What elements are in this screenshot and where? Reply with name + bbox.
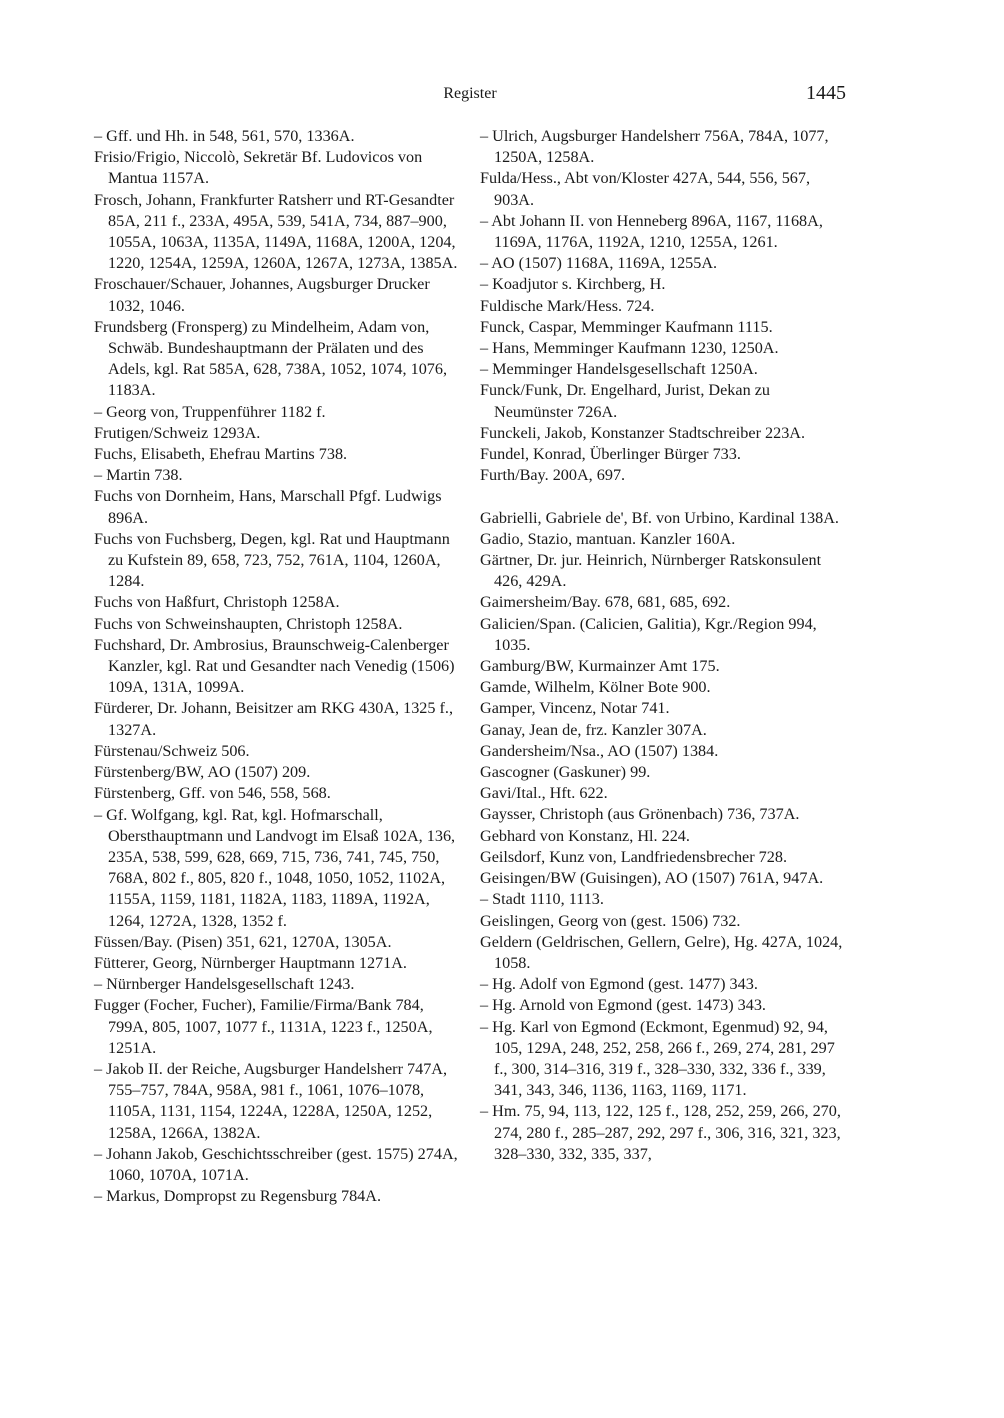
index-entry: – Stadt 1110, 1113. bbox=[480, 890, 604, 909]
index-entry: Funckeli, Jakob, Konstanzer Stadtschreiber 223A. bbox=[480, 423, 806, 442]
index-entry: Froschauer/Schauer, Johannes, Augsburger Drucker 1032, 1046. bbox=[94, 275, 430, 315]
index-entry: Geilsdorf, Kunz von, Landfriedensbrecher 728. bbox=[480, 847, 788, 866]
index-entry: Fuchs, Elisabeth, Ehefrau Martins 738. bbox=[94, 445, 348, 464]
index-entry: Furth/Bay. 200A, 697. bbox=[480, 466, 626, 485]
index-entry: Frosch, Johann, Frankfurter Ratsherr und RT-Gesandter 85A, 211 f., 233A, 495A, 539, 541A, 734, 887–900, 1055A, 1063A, 1135A, 1149A, 1168A, 1200A, 1204, 1220, 1254A, 1259A, 1260A, 1267A, 1273A, 1385A. bbox=[94, 190, 458, 273]
index-entry: – Martin 738. bbox=[94, 466, 183, 485]
index-entry: Fundel, Konrad, Überlinger Bürger 733. bbox=[480, 445, 741, 464]
index-entry: Fulda/Hess., Abt von/Kloster 427A, 544, 556, 567, 903A. bbox=[480, 169, 811, 209]
index-entry: Geldern (Geldrischen, Gellern, Gelre), Hg. 427A, 1024, 1058. bbox=[480, 932, 843, 972]
index-entry: Frutigen/Schweiz 1293A. bbox=[94, 423, 261, 442]
index-entry: Fuchs von Dornheim, Hans, Marschall Pfgf. Ludwigs 896A. bbox=[94, 487, 442, 527]
index-entry: Fuchshard, Dr. Ambrosius, Braunschweig-Calenberger Kanzler, kgl. Rat und Gesandter nach Venedig (1506) 109A, 131A, 1099A. bbox=[94, 635, 455, 697]
index-entry: – Hg. Adolf von Egmond (gest. 1477) 343. bbox=[480, 975, 758, 994]
index-entry: – Abt Johann II. von Henneberg 896A, 1167, 1168A, 1169A, 1176A, 1192A, 1210, 1255A, 1261. bbox=[480, 211, 823, 252]
index-entry: – Ulrich, Augsburger Handelsherr 756A, 784A, 1077, 1250A, 1258A. bbox=[480, 127, 829, 167]
page-number: 1445 bbox=[806, 82, 846, 104]
index-entry: Gavi/Ital., Hft. 622. bbox=[480, 784, 608, 803]
index-entry: Fuchs von Haßfurt, Christoph 1258A. bbox=[94, 593, 340, 612]
index-entry: Galicien/Span. (Calicien, Galitia), Kgr./Region 994, 1035. bbox=[480, 614, 817, 654]
index-entry: Gamburg/BW, Kurmainzer Amt 175. bbox=[480, 657, 720, 676]
index-entry: – Koadjutor s. Kirchberg, H. bbox=[480, 275, 666, 294]
index-entry: – AO (1507) 1168A, 1169A, 1255A. bbox=[480, 254, 718, 273]
index-entry: – Georg von, Truppenführer 1182 f. bbox=[94, 402, 326, 421]
index-entry: Fürstenau/Schweiz 506. bbox=[94, 741, 250, 760]
index-entry: – Gff. und Hh. in 548, 561, 570, 1336A. bbox=[94, 127, 355, 145]
index-section-g bbox=[480, 508, 850, 1165]
index-entry: – Hans, Memminger Kaufmann 1230, 1250A. bbox=[480, 339, 779, 358]
index-entry: Fürstenberg/BW, AO (1507) 209. bbox=[94, 763, 311, 782]
index-entry: – Memminger Handelsgesellschaft 1250A. bbox=[480, 360, 758, 379]
index-entry: Gamper, Vincenz, Notar 741. bbox=[480, 699, 670, 718]
index-entry: Fuchs von Fuchsberg, Degen, kgl. Rat und Hauptmann zu Kufstein 89, 658, 723, 752, 761A, 1104, 1260A, 1284. bbox=[94, 529, 450, 591]
index-entry: Fugger (Focher, Fucher), Familie/Firma/Bank 784, 799A, 805, 1007, 1077 f., 1131A, 1223 f., 1250A, 1251A. bbox=[94, 996, 433, 1057]
running-header: Register bbox=[443, 85, 497, 102]
index-entry: Fuchs von Schweinshaupten, Christoph 1258A. bbox=[94, 614, 403, 633]
index-entry: Ganay, Jean de, frz. Kanzler 307A. bbox=[480, 720, 707, 739]
index-entry: Gamde, Wilhelm, Kölner Bote 900. bbox=[480, 678, 711, 697]
index-entry: Frundsberg (Fronsperg) zu Mindelheim, Adam von, Schwäb. Bundeshauptmann der Prälaten und des Adels, kgl. Rat 585A, 628, 738A, 1052, 1074, 1076, 1183A. bbox=[94, 317, 448, 400]
index-entry: Geisingen/BW (Guisingen), AO (1507) 761A, 947A. bbox=[480, 869, 824, 888]
index-entry: – Nürnberger Handelsgesellschaft 1243. bbox=[94, 975, 355, 994]
index-entry: – Gf. Wolfgang, kgl. Rat, kgl. Hofmarschall, Obersthauptmann und Landvogt im Elsaß 102A, 136, 235A, 538, 599, 628, 669, 715, 736, 741, 745, 750, 768A, 802 f., 805, 820 f., 1048, 1050, 1052, 1102A, 1155A, 1159, 1181, 1182A, 1183, 1189A, 1192A, 1264, 1272A, 1328, 1352 f. bbox=[94, 805, 456, 930]
index-entry: Frisio/Frigio, Niccolò, Sekretär Bf. Ludovicos von Mantua 1157A. bbox=[94, 148, 423, 188]
index-entry: – Hg. Karl von Egmond (Eckmont, Egenmud) 92, 94, 105, 129A, 248, 252, 258, 266 f., 269, 274, 281, 297 f., 300, 314–316, 319 f., 328–330, 332, 336 f., 339, 341, 343, 346, 1136, 1163, 1169, 1171. bbox=[480, 1017, 835, 1100]
index-column-right bbox=[480, 126, 850, 1165]
index-entry: – Hm. 75, 94, 113, 122, 125 f., 128, 252, 259, 266, 270, 274, 280 f., 285–287, 292, 297 f., 306, 316, 321, 323, 328–330, 332, 335, 337, bbox=[480, 1102, 841, 1163]
index-entry: Fütterer, Georg, Nürnberger Hauptmann 1271A. bbox=[94, 953, 407, 972]
section-gap bbox=[480, 486, 850, 507]
index-entry: Gascogner (Gaskuner) 99. bbox=[480, 763, 651, 782]
index-entry: Funck, Caspar, Memminger Kaufmann 1115. bbox=[480, 317, 773, 336]
index-entry: Gärtner, Dr. jur. Heinrich, Nürnberger Ratskonsulent 426, 429A. bbox=[480, 551, 822, 591]
index-entry: – Hg. Arnold von Egmond (gest. 1473) 343. bbox=[480, 996, 766, 1015]
index-entry: Gebhard von Konstanz, Hl. 224. bbox=[480, 826, 690, 845]
index-entry: Gaimersheim/Bay. 678, 681, 685, 692. bbox=[480, 593, 731, 612]
index-entry: – Johann Jakob, Geschichtsschreiber (gest. 1575) 274A, 1060, 1070A, 1071A. bbox=[94, 1144, 458, 1184]
index-entry: Geislingen, Georg von (gest. 1506) 732. bbox=[480, 911, 741, 930]
index-entry: Füssen/Bay. (Pisen) 351, 621, 1270A, 1305A. bbox=[94, 932, 392, 951]
index-section-f bbox=[480, 126, 850, 486]
index-entry: Fürstenberg, Gff. von 546, 558, 568. bbox=[94, 784, 331, 803]
index-entry: Fürderer, Dr. Johann, Beisitzer am RKG 430A, 1325 f., 1327A. bbox=[94, 699, 454, 739]
index-entry: – Jakob II. der Reiche, Augsburger Handelsherr 747A, 755–757, 784A, 958A, 981 f., 1061, 1076–1078, 1105A, 1131, 1154, 1224A, 1228A, 1250A, 1252, 1258A, 1266A, 1382A. bbox=[94, 1059, 448, 1142]
index-entry: Gadio, Stazio, mantuan. Kanzler 160A. bbox=[480, 529, 736, 548]
index-entry: Gabrielli, Gabriele de', Bf. von Urbino, Kardinal 138A. bbox=[480, 508, 839, 527]
index-entry: Gandersheim/Nsa., AO (1507) 1384. bbox=[480, 741, 719, 760]
index-column-left bbox=[94, 126, 466, 1207]
index-entry: Funck/Funk, Dr. Engelhard, Jurist, Dekan zu Neumünster 726A. bbox=[480, 381, 770, 421]
index-entry: Gaysser, Christoph (aus Grönenbach) 736, 737A. bbox=[480, 805, 800, 824]
index-entry: – Markus, Dompropst zu Regensburg 784A. bbox=[94, 1187, 382, 1206]
index-entry: Fuldische Mark/Hess. 724. bbox=[480, 296, 655, 315]
